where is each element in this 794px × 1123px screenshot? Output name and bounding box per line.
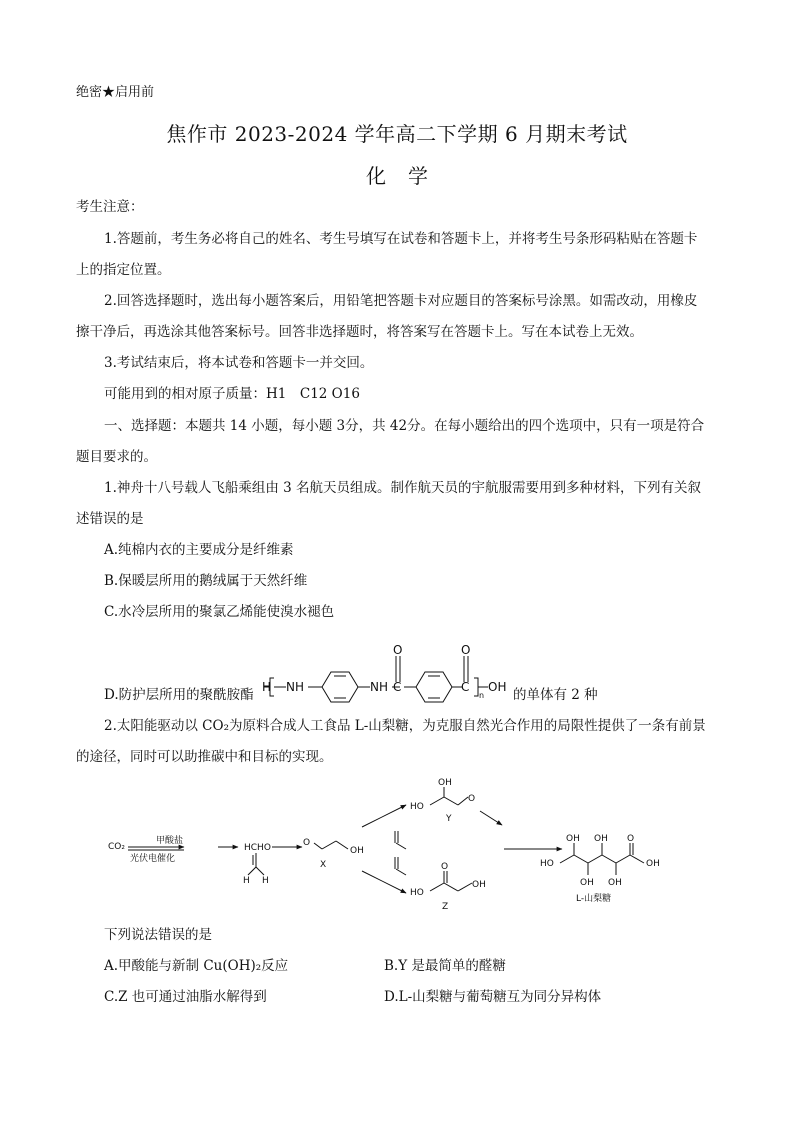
label-z: Z xyxy=(442,902,449,912)
reaction-scheme xyxy=(100,775,690,915)
label-y-oxygen: O xyxy=(468,794,476,804)
label-l-sorbose: L-山梨糖 xyxy=(576,894,612,904)
label-z-ho: HO xyxy=(410,888,424,898)
bracket-right xyxy=(474,678,478,696)
exam-title: 焦作市 2023-2024 学年高二下学期 6 月期末考试 xyxy=(166,122,628,146)
label-sorbose-oh-2: OH xyxy=(594,834,608,844)
label-x: X xyxy=(320,860,327,870)
question-1-stem-cont: 述错误的是 xyxy=(76,511,144,527)
atomic-mass-line: 可能用到的相对原子质量：H1 C12 O16 xyxy=(104,386,360,402)
label-h-left: H xyxy=(243,876,250,886)
label-sorbose-oh-3: OH xyxy=(580,878,594,888)
label-y-ho: HO xyxy=(410,802,424,812)
question-1-option-c: C.水冷层所用的聚氯乙烯能使溴水褪色 xyxy=(104,604,335,620)
question-2-prompt: 下列说法错误的是 xyxy=(104,927,212,943)
question-2-stem-cont: 的途径，同时可以助推碳中和目标的实现。 xyxy=(76,749,333,765)
subject-title: 化学 xyxy=(366,164,450,188)
formula-c-1: C xyxy=(393,680,402,694)
label-x-oh: OH xyxy=(350,846,364,856)
label-z-oxygen: O xyxy=(441,862,449,872)
formula-nh-2: NH xyxy=(370,680,388,694)
question-2-option-b: B.Y 是最简单的醛糖 xyxy=(384,958,506,974)
section-1-heading: 一、选择题：本题共 14 小题，每小题 3分，共 42分。在每小题给出的四个选项中，只有一项是符合 xyxy=(104,418,705,434)
label-sorbose-ho: HO xyxy=(540,859,554,869)
label-sorbose-oxygen: O xyxy=(627,834,635,844)
label-formate: 甲酸盐 xyxy=(156,836,184,846)
label-y-oh: OH xyxy=(438,778,452,788)
confidential-mark: 绝密★启用前 xyxy=(76,85,155,100)
question-1-option-d: D.防护层所用的聚酰胺酯 xyxy=(104,687,254,703)
notice-item-1: 1.答题前，考生务必将自己的姓名、考生号填写在试卷和答题卡上，并将考生号条形码粘贴在答题卡 xyxy=(104,231,698,247)
formula-subscript-n: n xyxy=(479,691,485,700)
question-1-option-a: A.纯棉内衣的主要成分是纤维素 xyxy=(104,542,294,558)
notice-item-2: 2.回答选择题时，选出每小题答案后，用铅笔把答题卡对应题目的答案标号涂黑。如需改动，用橡皮 xyxy=(104,293,698,309)
notice-item-1-cont: 上的指定位置。 xyxy=(76,262,171,278)
label-h-right: H xyxy=(262,876,269,886)
question-2-option-a: A.甲酸能与新制 Cu(OH)₂反应 xyxy=(104,958,289,974)
question-2-option-d: D.L-山梨糖与葡萄糖互为同分异构体 xyxy=(384,989,602,1005)
formula-h: H xyxy=(262,680,272,694)
label-y: Y xyxy=(446,814,452,824)
question-2-option-c: C.Z 也可通过油脂水解得到 xyxy=(104,989,267,1005)
question-1-stem: 1.神舟十八号载人飞船乘组由 3 名航天员组成。制作航天员的宇航服需要用到多种材料，下列有关叙 xyxy=(104,480,702,496)
formula-nh: NH xyxy=(286,680,304,694)
label-x-oxygen: O xyxy=(303,838,311,848)
question-2-stem: 2.太阳能驱动以 CO₂为原料合成人工食品 L-山梨糖，为克服自然光合作用的局限性提供了一条有前景 xyxy=(104,718,706,734)
question-1-option-b: B.保暖层所用的鹅绒属于天然纤维 xyxy=(104,573,308,589)
notice-heading: 考生注意： xyxy=(76,199,144,215)
notice-item-2-cont: 擦干净后，再选涂其他答案标号。回答非选择题时，将答案写在答题卡上。写在本试卷上无效。 xyxy=(76,324,643,340)
label-sorbose-oh-4: OH xyxy=(608,878,622,888)
question-1-option-d-suffix: 的单体有 2 种 xyxy=(513,687,598,703)
formula-o-2: O xyxy=(461,643,471,657)
formula-o-1: O xyxy=(393,643,403,657)
section-1-heading-cont: 题目要求的。 xyxy=(76,449,157,465)
notice-item-3: 3.考试结束后，将本试卷和答题卡一并交回。 xyxy=(104,355,374,371)
polyamide-ester-formula xyxy=(262,642,512,706)
label-z-oh: OH xyxy=(472,880,486,890)
label-sorbose-oh-5: OH xyxy=(646,859,660,869)
formula-c-2: C xyxy=(461,680,470,694)
label-sorbose-oh-1: OH xyxy=(566,834,580,844)
label-co2: CO₂ xyxy=(108,842,125,852)
label-hcho: HCHO xyxy=(244,843,271,853)
label-photovoltaic: 光伏电催化 xyxy=(130,854,176,864)
formula-oh: OH xyxy=(488,680,507,694)
